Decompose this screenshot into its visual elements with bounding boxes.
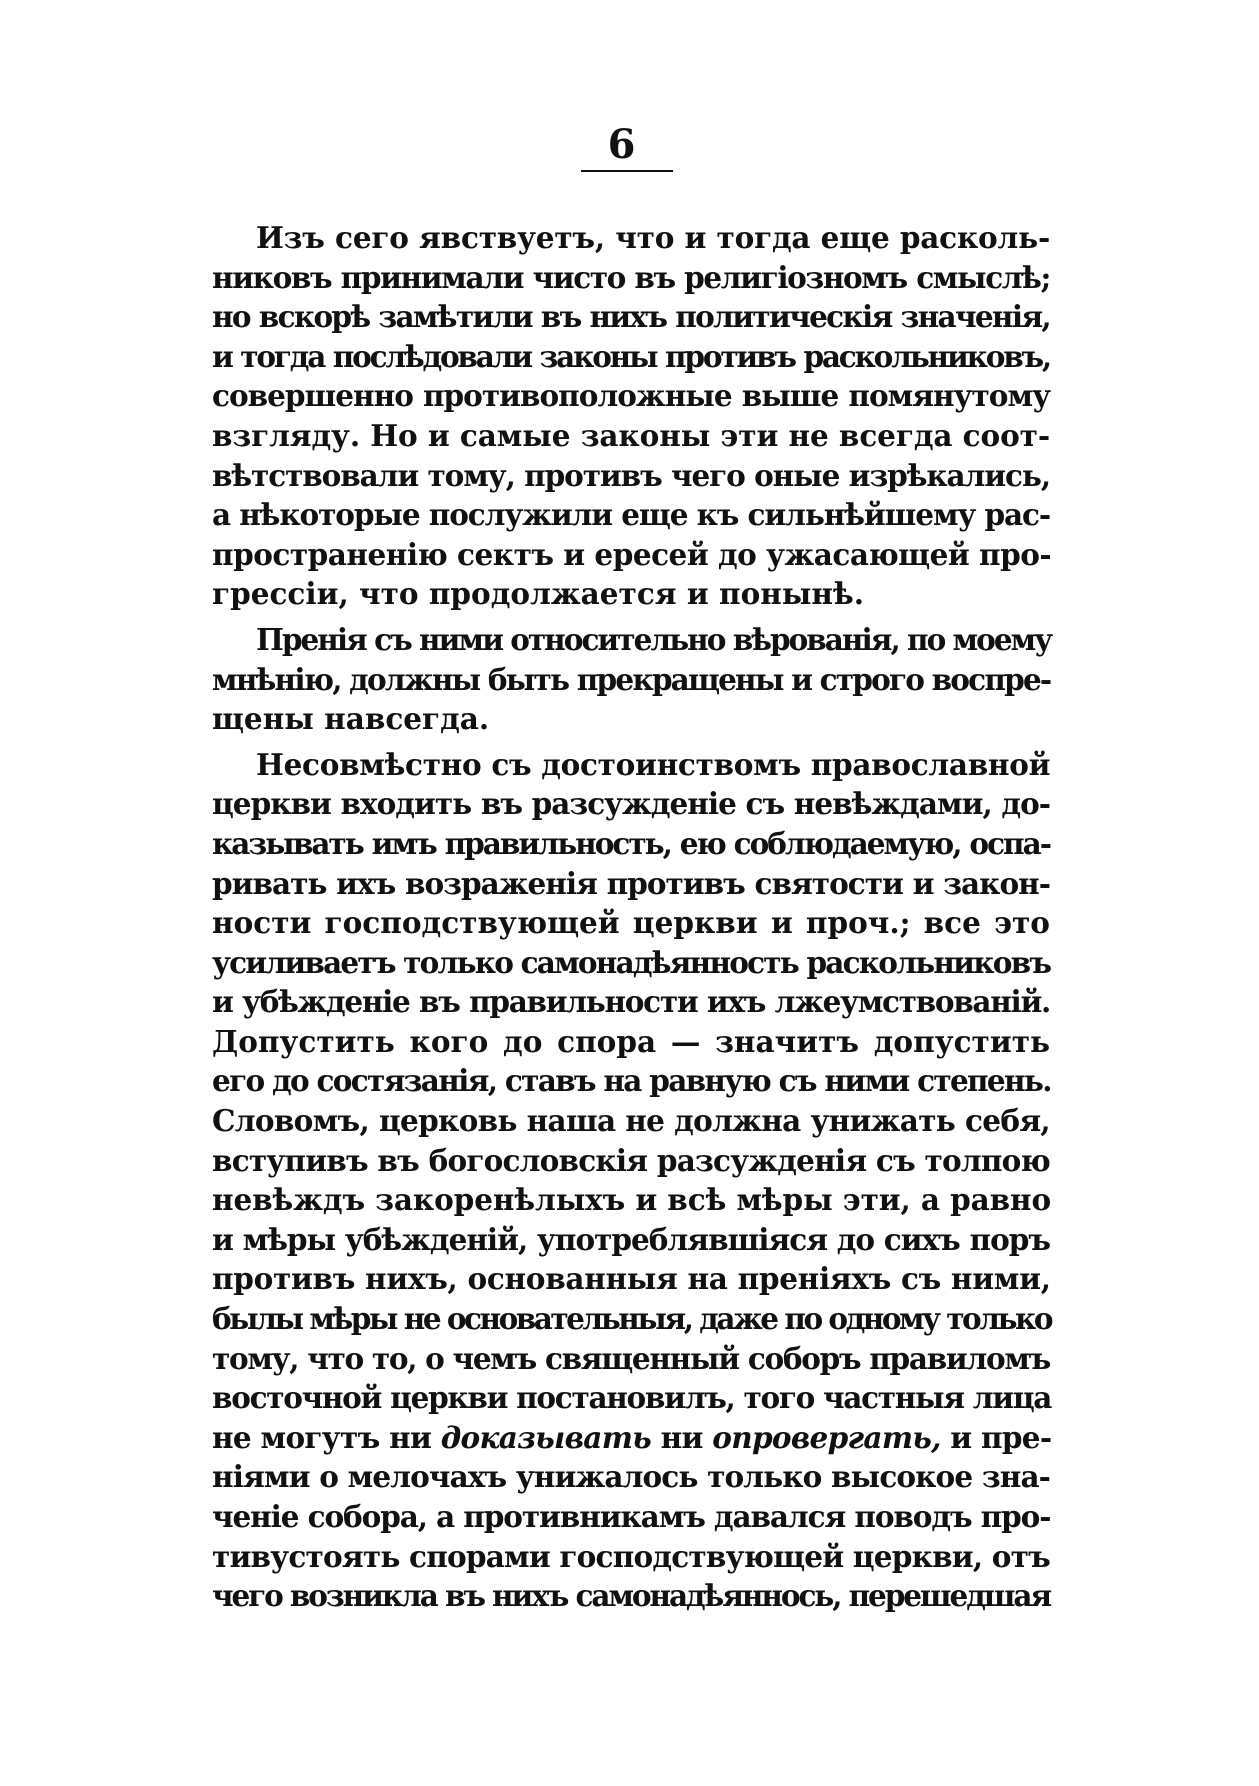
page-number-rule [581,170,673,172]
text-line: Допустить кого до спора — значитъ допустить [212,1023,1050,1059]
text-line: ности господствующей церкви и проч.; все это [212,905,1050,941]
text-line: и убѣжденіе въ правильности ихъ лжеумствованій. [212,984,1050,1020]
text-line: казывать имъ правильность, ею соблюдаемую, оспа- [212,825,1050,861]
text-line: вступивъ въ богословскія разсужденія съ толпою [212,1142,1050,1178]
text-line: ривать ихъ возраженія противъ святости и закон- [212,865,1050,901]
text-line: грессіи, что продолжается и понынѣ. [212,576,865,612]
text-line: совершенно противоположные выше помянутому [212,378,1050,414]
paragraph-2 [212,620,1050,739]
text-line: а нѣкоторые послужили еще къ сильнѣйшему рас- [212,497,1050,533]
text-line: тивустоять спорами господствующей церкви, отъ [212,1538,1050,1574]
text-run: не могутъ ни [212,1419,441,1455]
text-line: пространенію сектъ и ересей до ужасающей про- [212,536,1052,572]
text-line: Несовмѣстно съ достоинствомъ православной [256,746,1051,782]
text-line: усиливаетъ только самонадѣянность раскольниковъ [212,944,1051,980]
text-line: чего возникла въ нихъ самонадѣяннось, перешедшая [212,1578,1051,1614]
text-line: мнѣнію, должны быть прекращены и строго воспре- [212,661,1051,697]
paragraph-1 [212,218,1050,614]
body-text [212,218,1050,1616]
text-line: и тогда послѣдовали законы противъ раскольниковъ, [212,338,1050,374]
text-line: Пренія съ ними относительно вѣрованія, по моему [256,621,1052,657]
page-number: 6 [607,121,636,168]
italic-word-prove: доказывать [440,1419,651,1455]
text-line: щены навсегда. [212,701,490,737]
text-line: невѣждъ закоренѣлыхъ и всѣ мѣры эти, а равно [212,1182,1052,1218]
paragraph-3 [212,745,1050,1616]
text-line: тому, что то, о чемъ священный соборъ правиломъ [212,1340,1050,1376]
text-line: вѣтствовали тому, противъ чего оные изрѣкались, [212,457,1050,493]
text-line: но вскорѣ замѣтили въ нихъ политическія значенія, [212,299,1050,335]
text-line: ченіе собора, а противникамъ давался поводъ про- [212,1499,1051,1534]
text-line: восточной церкви постановилъ, того частныя лица [212,1380,1052,1416]
text-line: никовъ принимали чисто въ религіозномъ смыслѣ; [212,259,1050,295]
text-line: Изъ сего явствуетъ, что и тогда еще расколь- [256,220,1050,255]
text-run: ни [651,1419,713,1455]
italic-word-refute: опровергать, [712,1419,941,1455]
text-line: былы мѣры не основательныя, даже по одному только [212,1301,1052,1337]
text-line: церкви входить въ разсужденіе съ невѣждами, до- [212,786,1050,822]
text-run: и пре- [940,1419,1052,1455]
text-line: противъ нихъ, основанныя на преніяхъ съ ними, [212,1261,1051,1297]
text-line: ніями о мелочахъ унижалось только высокое зна- [212,1459,1050,1495]
text-line: Словомъ, церковь наша не должна унижать себя, [212,1103,1050,1139]
text-line: взгляду. Но и самые законы эти не всегда соот- [212,417,1050,453]
text-line: его до состязанія, ставъ на равную съ ними степень. [212,1063,1051,1099]
text-line: и мѣры убѣжденій, употреблявшіяся до сихъ поръ [212,1221,1050,1257]
text-line-with-italics [212,1418,1050,1458]
